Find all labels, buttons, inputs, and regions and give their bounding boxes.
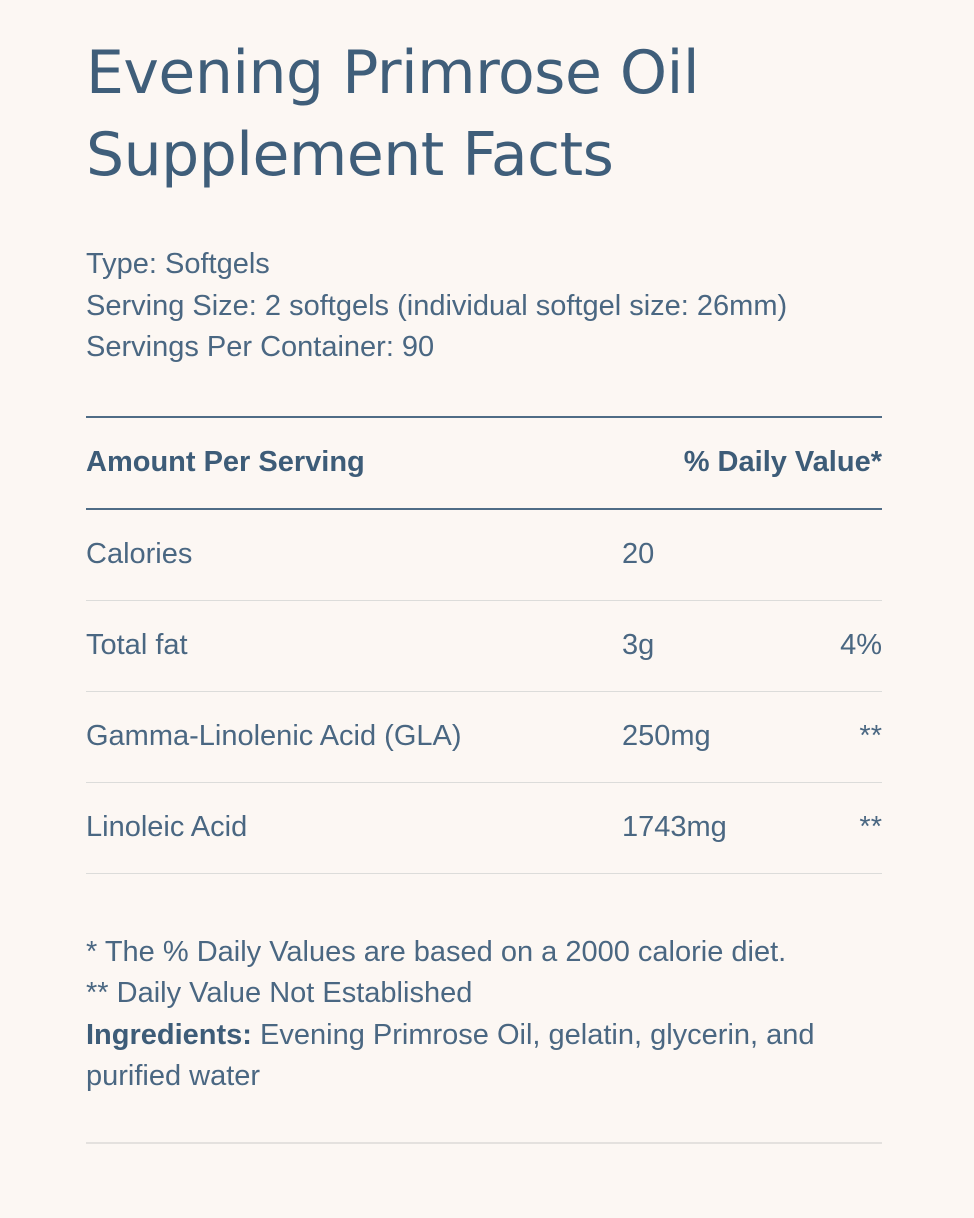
title-line-1: Evening Primrose Oil xyxy=(86,38,699,108)
daily-value-header: % Daily Value* xyxy=(683,446,882,478)
bottom-divider xyxy=(86,1142,882,1144)
supplement-facts-panel xyxy=(86,0,882,1098)
servings-per-container-text: Servings Per Container: 90 xyxy=(86,331,435,363)
nutrient-amount: 20 xyxy=(622,538,655,570)
amount-per-serving-header: Amount Per Serving xyxy=(86,446,365,478)
nutrient-daily-value: ** xyxy=(859,811,882,843)
nutrient-amount: 1743mg xyxy=(622,811,727,843)
serving-size-text: Serving Size: 2 softgels (individual softgel size: 26mm) xyxy=(86,289,788,322)
nutrient-daily-value: ** xyxy=(859,720,882,752)
footnotes xyxy=(86,932,882,1098)
facts-table xyxy=(86,416,882,874)
daily-value-footnote: * The % Daily Values are based on a 2000 calorie diet. xyxy=(86,935,787,968)
nutrient-amount: 3g xyxy=(622,629,655,661)
type-text: Type: Softgels xyxy=(86,248,270,280)
table-row xyxy=(86,510,882,601)
page-title xyxy=(86,0,882,196)
ingredients xyxy=(86,1015,882,1098)
nutrient-amount: 250mg xyxy=(622,720,711,752)
product-meta xyxy=(86,244,882,369)
table-row xyxy=(86,692,882,783)
nutrient-daily-value: 4% xyxy=(840,629,882,661)
ingredients-text: Evening Primrose Oil, gelatin, glycerin, and purified water xyxy=(86,1018,815,1092)
nutrient-name: Total fat xyxy=(86,629,188,661)
nutrient-name: Gamma-Linolenic Acid (GLA) xyxy=(86,720,462,752)
not-established-footnote: ** Daily Value Not Established xyxy=(86,977,473,1009)
nutrient-name: Linoleic Acid xyxy=(86,811,248,843)
facts-table-header xyxy=(86,418,882,510)
table-row xyxy=(86,783,882,874)
ingredients-label: Ingredients: xyxy=(86,1018,252,1051)
table-row xyxy=(86,601,882,692)
nutrient-name: Calories xyxy=(86,538,193,570)
title-line-2: Supplement Facts xyxy=(86,120,614,190)
